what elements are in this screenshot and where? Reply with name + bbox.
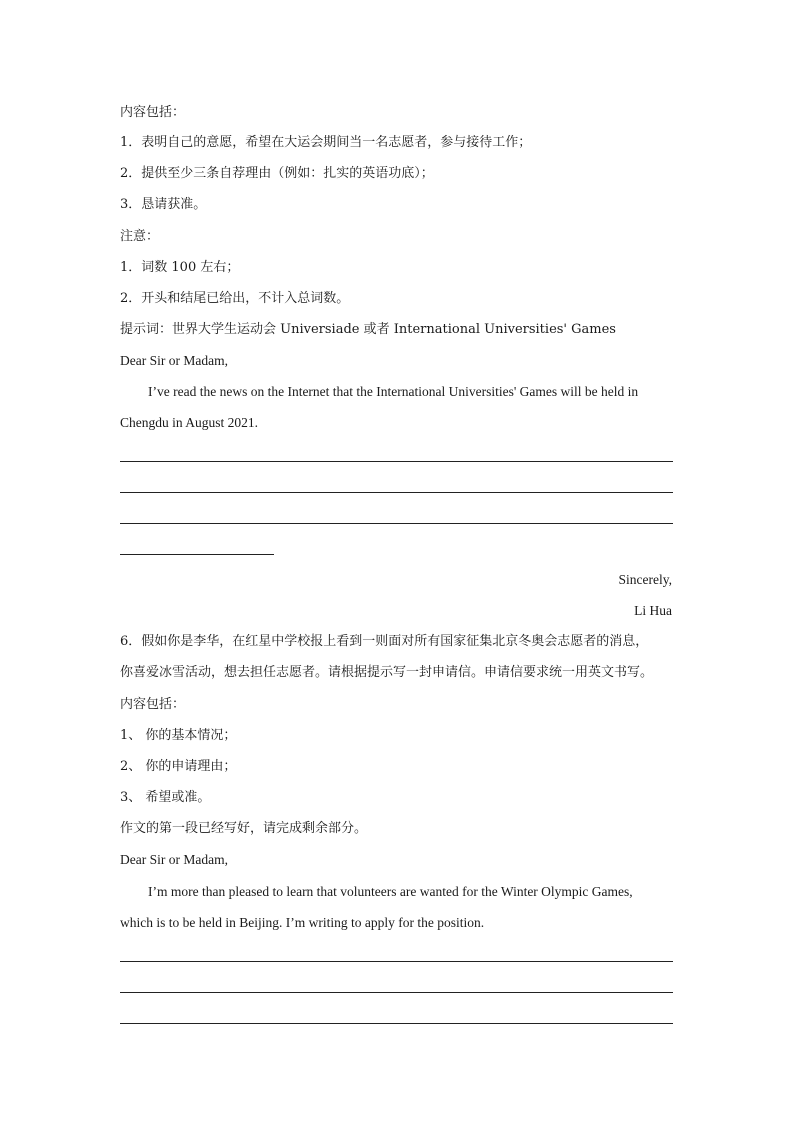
- q6-content-item-1: 1、 你的基本情况；: [120, 728, 237, 743]
- q5-notes-heading: 注意：: [120, 229, 160, 244]
- q5-content-heading: 内容包括：: [120, 105, 186, 120]
- q6-prompt-line-2: 你喜爱冰雪活动，想去担任志愿者。请根据提示写一封申请信。申请信要求统一用英文书写。: [120, 665, 654, 680]
- q5-opening-line-1: I’ve read the news on the Internet that the International Universities' Games will be held in: [148, 384, 639, 399]
- q6-answer-line-2[interactable]: [120, 992, 673, 993]
- q5-content-item-2: 2．提供至少三条自荐理由（例如：扎实的英语功底）；: [120, 166, 434, 181]
- q5-opening-line-2: Chengdu in August 2021.: [120, 415, 259, 430]
- q5-content-item-3: 3．恳请获准。: [120, 197, 207, 212]
- q6-content-item-3: 3、 希望或准。: [120, 790, 211, 805]
- q6-answer-line-3[interactable]: [120, 1023, 673, 1024]
- q6-prompt-line-1: 6．假如你是李华，在红星中学校报上看到一则面对所有国家征集北京冬奥会志愿者的消息，: [120, 634, 649, 649]
- q6-instruction: 作文的第一段已经写好，请完成剩余部分。: [120, 821, 368, 836]
- q5-closing: Sincerely,: [618, 572, 672, 587]
- q6-opening-line-2: which is to be held in Beijing. I’m writing to apply for the position.: [120, 915, 485, 930]
- q5-greeting: Dear Sir or Madam,: [120, 353, 228, 368]
- q5-hint: 提示词：世界大学生运动会 Universiade 或者 International Universities' Games: [120, 322, 616, 337]
- q6-answer-line-1[interactable]: [120, 961, 673, 962]
- q5-content-item-1: 1．表明自己的意愿，希望在大运会期间当一名志愿者，参与接待工作；: [120, 135, 532, 150]
- q5-answer-line-2[interactable]: [120, 492, 673, 493]
- q5-answer-line-4[interactable]: [120, 554, 274, 555]
- q5-signature: Li Hua: [634, 603, 672, 618]
- q6-content-heading: 内容包括：: [120, 697, 186, 712]
- q6-greeting: Dear Sir or Madam,: [120, 852, 228, 867]
- q5-note-item-1: 1．词数 100 左右；: [120, 260, 240, 275]
- q5-answer-line-3[interactable]: [120, 523, 673, 524]
- q6-content-item-2: 2、 你的申请理由；: [120, 759, 237, 774]
- q5-answer-line-1[interactable]: [120, 461, 673, 462]
- q5-note-item-2: 2．开头和结尾已给出，不计入总词数。: [120, 291, 350, 306]
- q6-opening-line-1: I’m more than pleased to learn that volunteers are wanted for the Winter Olympic Games,: [148, 884, 633, 899]
